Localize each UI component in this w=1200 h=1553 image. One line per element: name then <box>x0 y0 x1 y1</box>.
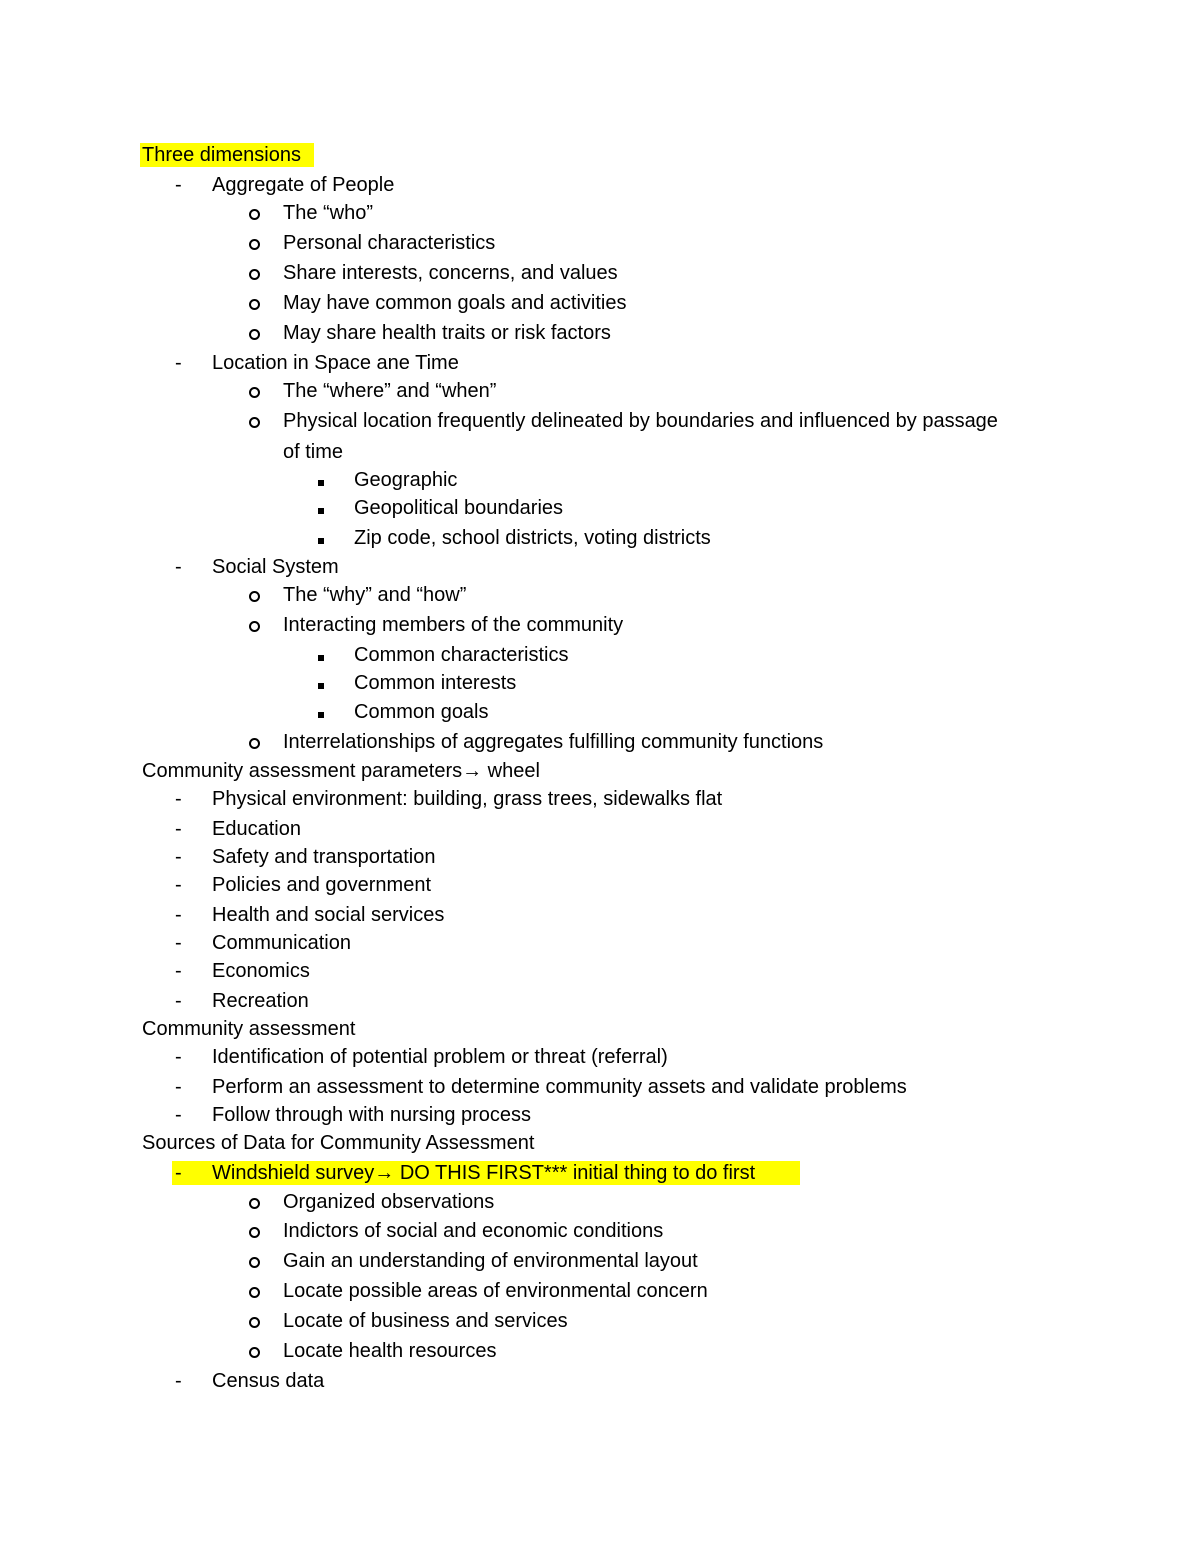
square-shape <box>318 712 324 718</box>
square-shape <box>318 655 324 661</box>
hollow-circle-bullet-icon <box>249 1219 279 1244</box>
hollow-circle-bullet-icon <box>249 1190 279 1215</box>
dash-bullet-icon: - <box>175 1076 182 1098</box>
dash-bullet-icon: - <box>175 788 182 810</box>
outline-text: Common goals <box>354 701 489 723</box>
outline-text: Interacting members of the community <box>283 614 624 636</box>
circle-shape <box>249 299 260 310</box>
outline-text: Share interests, concerns, and values <box>283 262 618 284</box>
hollow-circle-bullet-icon <box>249 1339 279 1364</box>
outline-text: Common characteristics <box>354 644 569 666</box>
hollow-circle-bullet-icon <box>249 261 279 286</box>
outline-item <box>0 1219 1200 1243</box>
outline-text: May have common goals and activities <box>283 292 627 314</box>
dash-bullet-icon: - <box>175 174 182 196</box>
outline-text: Physical location frequently delineated by boundaries and influenced by passage <box>283 410 998 432</box>
outline-item <box>0 409 1200 433</box>
outline-item <box>0 1249 1200 1273</box>
dash-bullet-icon: - <box>175 874 182 896</box>
outline-text: The “why” and “how” <box>283 584 467 606</box>
outline-text: Education <box>212 818 301 840</box>
hollow-circle-bullet-icon <box>249 379 279 404</box>
dash-bullet-icon: - <box>175 990 182 1012</box>
outline-text: Organized observations <box>283 1191 495 1213</box>
circle-shape <box>249 329 260 340</box>
outline-text: Location in Space ane Time <box>212 352 459 374</box>
outline-item <box>0 817 1200 841</box>
hollow-circle-bullet-icon <box>249 1249 279 1274</box>
outline-text: Community assessment parameters→ wheel <box>142 760 540 782</box>
square-bullet-icon <box>318 468 348 492</box>
square-shape <box>318 683 324 689</box>
outline-item <box>0 700 1200 724</box>
outline-text: Identification of potential problem or threat (referral) <box>212 1046 668 1068</box>
section-heading <box>0 143 1200 167</box>
outline-text: May share health traits or risk factors <box>283 322 611 344</box>
outline-item <box>0 873 1200 897</box>
dash-bullet-icon: - <box>175 1104 182 1126</box>
outline-text: Recreation <box>212 990 309 1012</box>
hollow-circle-bullet-icon <box>249 409 279 434</box>
outline-text: Physical environment: building, grass trees, sidewalks flat <box>212 788 723 810</box>
hollow-circle-bullet-icon <box>249 231 279 256</box>
outline-item <box>0 201 1200 225</box>
hollow-circle-bullet-icon <box>249 1309 279 1334</box>
dash-bullet-icon: - <box>175 1162 182 1184</box>
outline-text: The “where” and “when” <box>283 380 497 402</box>
outline-item <box>0 1103 1200 1127</box>
outline-item <box>0 496 1200 520</box>
outline-item <box>0 989 1200 1013</box>
outline-text: Sources of Data for Community Assessment <box>142 1132 535 1154</box>
outline-item <box>0 291 1200 315</box>
outline-item <box>0 787 1200 811</box>
outline-item <box>0 468 1200 492</box>
outline-text: Economics <box>212 960 310 982</box>
square-shape <box>318 538 324 544</box>
outline-text: Census data <box>212 1370 325 1392</box>
outline-item <box>0 1279 1200 1303</box>
circle-shape <box>249 417 260 428</box>
hollow-circle-bullet-icon <box>249 613 279 638</box>
square-bullet-icon <box>318 496 348 520</box>
outline-text: The “who” <box>283 202 374 224</box>
dash-bullet-icon: - <box>175 818 182 840</box>
outline-text: Geopolitical boundaries <box>354 497 564 519</box>
dash-bullet-icon: - <box>175 1370 182 1392</box>
outline-text: Three dimensions <box>142 144 301 166</box>
outline-text: Policies and government <box>212 874 432 896</box>
outline-item <box>0 613 1200 637</box>
outline-item <box>0 379 1200 403</box>
section-heading <box>0 1017 1200 1041</box>
circle-shape <box>249 387 260 398</box>
dash-bullet-icon: - <box>175 960 182 982</box>
outline-item <box>0 526 1200 550</box>
dash-bullet-icon: - <box>175 556 182 578</box>
square-shape <box>318 508 324 514</box>
outline-item <box>0 351 1200 375</box>
square-bullet-icon <box>318 526 348 550</box>
outline-text: Aggregate of People <box>212 174 395 196</box>
outline-item <box>0 643 1200 667</box>
hollow-circle-bullet-icon <box>249 583 279 608</box>
outline-text: Communication <box>212 932 351 954</box>
circle-shape <box>249 209 260 220</box>
outline-text: Zip code, school districts, voting districts <box>354 527 711 549</box>
circle-shape <box>249 1317 260 1328</box>
hollow-circle-bullet-icon <box>249 201 279 226</box>
dash-bullet-icon: - <box>175 846 182 868</box>
outline-text: Locate health resources <box>283 1340 497 1362</box>
outline-item <box>0 1190 1200 1214</box>
outline-item <box>0 1045 1200 1069</box>
hollow-circle-bullet-icon <box>249 1279 279 1304</box>
outline-item <box>0 321 1200 345</box>
outline-text: Locate possible areas of environmental concern <box>283 1280 708 1302</box>
circle-shape <box>249 1257 260 1268</box>
circle-shape <box>249 1198 260 1209</box>
outline-item <box>0 959 1200 983</box>
outline-text: Safety and transportation <box>212 846 436 868</box>
outline-text: Locate of business and services <box>283 1310 568 1332</box>
outline-item <box>0 173 1200 197</box>
circle-shape <box>249 621 260 632</box>
circle-shape <box>249 1287 260 1298</box>
section-heading <box>0 759 1200 783</box>
outline-text: Follow through with nursing process <box>212 1104 532 1126</box>
outline-item <box>0 671 1200 695</box>
circle-shape <box>249 591 260 602</box>
dash-bullet-icon: - <box>175 932 182 954</box>
outline-item <box>0 440 1200 464</box>
outline-item <box>0 845 1200 869</box>
outline-text: Community assessment <box>142 1018 356 1040</box>
square-bullet-icon <box>318 671 348 695</box>
outline-item <box>0 1161 1200 1185</box>
outline-text: Health and social services <box>212 904 445 926</box>
circle-shape <box>249 239 260 250</box>
outline-item <box>0 555 1200 579</box>
square-shape <box>318 480 324 486</box>
outline-item <box>0 1309 1200 1333</box>
outline-text: Perform an assessment to determine community assets and validate problems <box>212 1076 907 1098</box>
square-bullet-icon <box>318 643 348 667</box>
dash-bullet-icon: - <box>175 352 182 374</box>
outline-text: Indictors of social and economic conditions <box>283 1220 664 1242</box>
outline-text: Gain an understanding of environmental layout <box>283 1250 698 1272</box>
hollow-circle-bullet-icon <box>249 291 279 316</box>
dash-bullet-icon: - <box>175 904 182 926</box>
outline-text: of time <box>283 441 344 463</box>
outline-text: Personal characteristics <box>283 232 496 254</box>
outline-text: Windshield survey→ DO THIS FIRST*** initial thing to do first <box>212 1162 756 1184</box>
outline-item <box>0 1339 1200 1363</box>
dash-bullet-icon: - <box>175 1046 182 1068</box>
outline-item <box>0 1369 1200 1393</box>
outline-item <box>0 1075 1200 1099</box>
outline-text: Geographic <box>354 469 458 491</box>
outline-item <box>0 231 1200 255</box>
circle-shape <box>249 269 260 280</box>
circle-shape <box>249 1227 260 1238</box>
outline-item <box>0 730 1200 754</box>
outline-item <box>0 583 1200 607</box>
outline-item <box>0 931 1200 955</box>
hollow-circle-bullet-icon <box>249 730 279 755</box>
outline-item <box>0 261 1200 285</box>
square-bullet-icon <box>318 700 348 724</box>
outline-item <box>0 903 1200 927</box>
outline-text: Interrelationships of aggregates fulfilling community functions <box>283 731 824 753</box>
circle-shape <box>249 1347 260 1358</box>
section-heading <box>0 1131 1200 1155</box>
outline-text: Social System <box>212 556 339 578</box>
hollow-circle-bullet-icon <box>249 321 279 346</box>
circle-shape <box>249 738 260 749</box>
outline-text: Common interests <box>354 672 517 694</box>
